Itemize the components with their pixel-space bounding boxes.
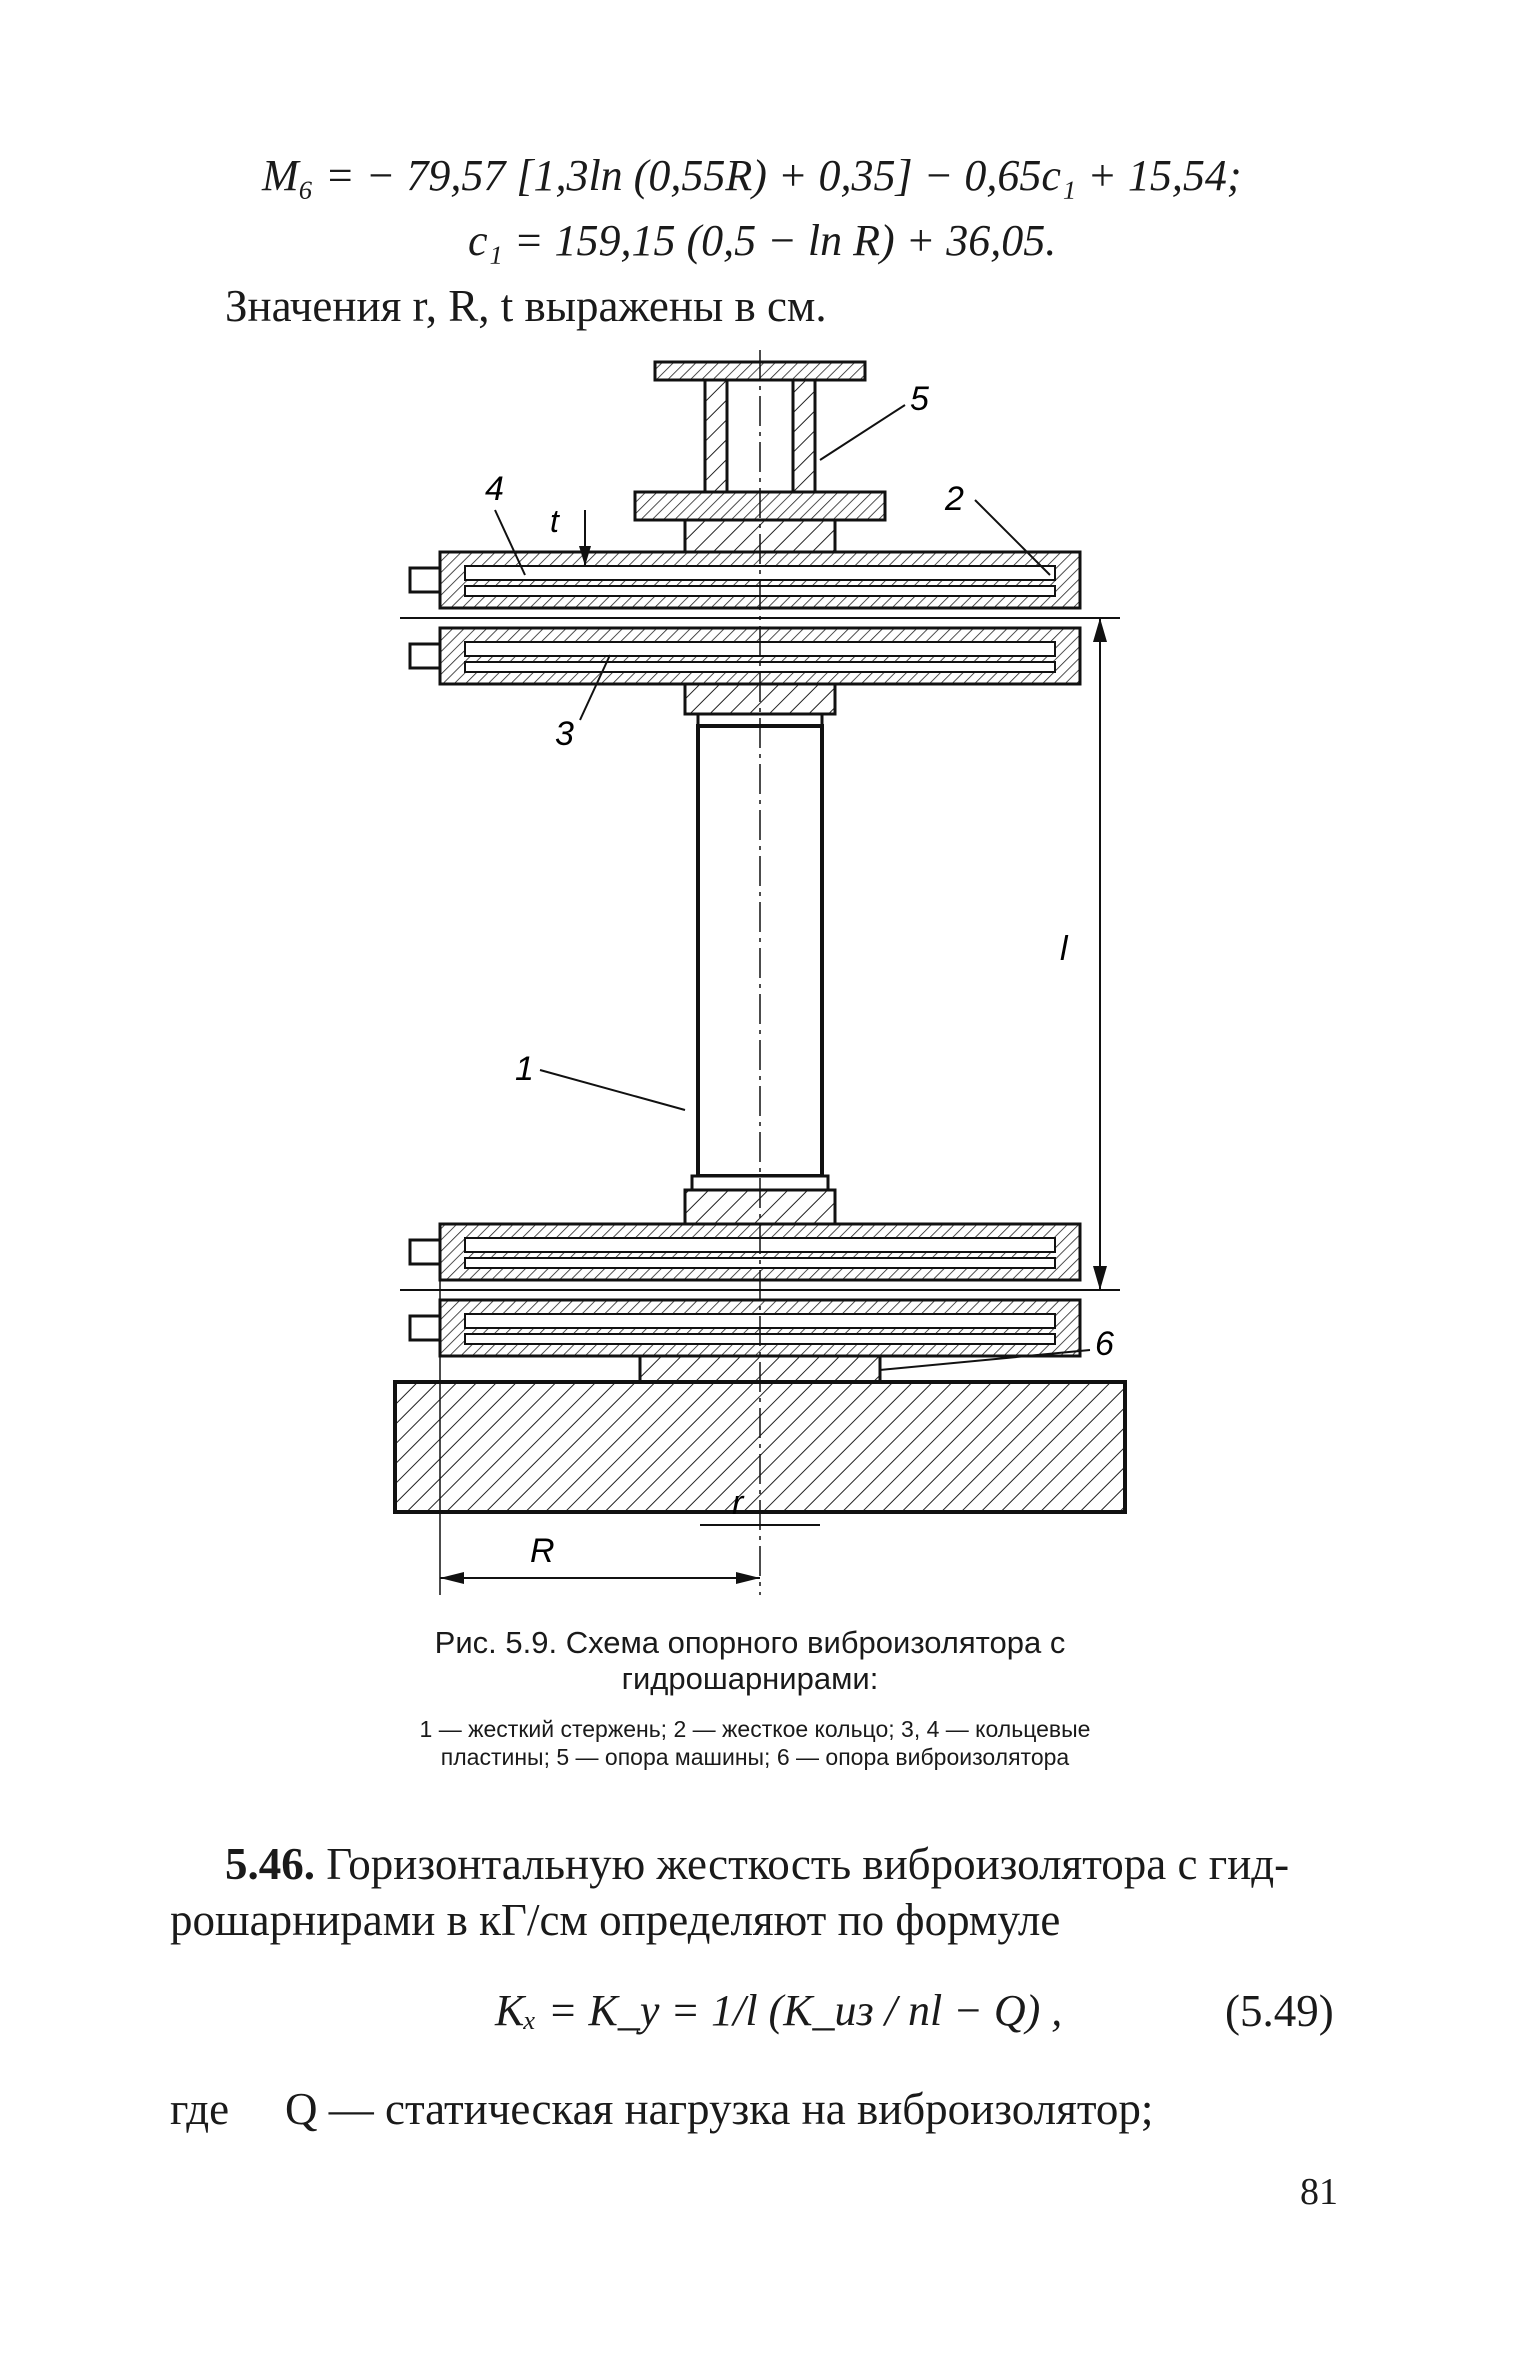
dim-t-label: t: [550, 503, 559, 539]
part-3-label: 3: [555, 715, 574, 753]
figure-caption-legend: 1 — жесткий стержень; 2 — жесткое кольцо; 3, 4 — кольцевые пластины; 5 — опора машины; 6 — опора виброизолятора: [419, 1716, 1091, 1770]
equation-number: (5.49): [1225, 1986, 1334, 2036]
where-word: где: [170, 2084, 230, 2134]
page-number: 81: [1300, 2171, 1338, 2213]
figure-vibration-isolator: [380, 350, 1140, 1610]
where-definition: Q — статическая нагрузка на виброизолятор;: [285, 2084, 1154, 2134]
section-text-2: рошарнирами в кГ/см определяют по формуле: [170, 1895, 1061, 1945]
dim-R-label: R: [530, 1532, 555, 1570]
formula-m6: M₆ = − 79,57 [1,3ln (0,55R) + 0,35] − 0,65c₁ + 15,54;: [262, 151, 1242, 200]
units-note: Значения r, R, t выражены в см.: [225, 281, 827, 331]
formula-c1: c₁ = 159,15 (0,5 − ln R) + 36,05.: [468, 216, 1057, 265]
section-line-1: [225, 1838, 1289, 1890]
part-6-label: 6: [1095, 1325, 1114, 1363]
part-1-label: 1: [515, 1050, 534, 1088]
dim-l-label: l: [1060, 930, 1068, 968]
part-4-label: 4: [485, 470, 504, 508]
section-text-1: Горизонтальную жесткость виброизолятора с гид-: [326, 1839, 1290, 1889]
part-5-label: 5: [910, 380, 929, 418]
figure-caption-title: Рис. 5.9. Схема опорного виброизолятора с гидрошарнирами:: [434, 1625, 1066, 1696]
section-number: 5.46.: [225, 1839, 315, 1889]
equation-formula: Kₓ = K_y = 1/l (K_из / nl − Q) ,: [495, 1986, 1063, 2035]
part-2-label: 2: [945, 480, 964, 518]
dim-r-label: r: [732, 1484, 744, 1522]
